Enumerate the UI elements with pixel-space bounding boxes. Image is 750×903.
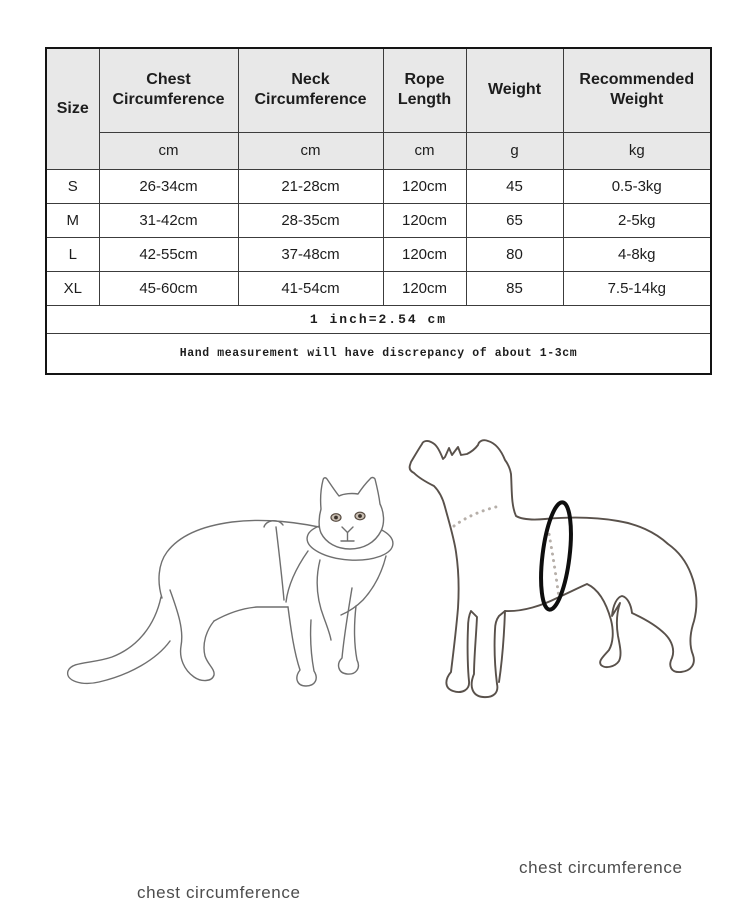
cat-illustration — [68, 478, 395, 687]
cell-recommended: 2-5kg — [563, 203, 711, 237]
cell-size: S — [46, 169, 99, 203]
cell-rope: 120cm — [383, 271, 466, 305]
unit-weight: g — [466, 132, 563, 169]
cell-neck: 37-48cm — [238, 237, 383, 271]
unit-rope: cm — [383, 132, 466, 169]
cell-neck: 41-54cm — [238, 271, 383, 305]
cell-rope: 120cm — [383, 237, 466, 271]
conversion-note-row — [46, 305, 711, 333]
cat-chest-label: chest circumference — [137, 883, 301, 902]
cell-size: M — [46, 203, 99, 237]
dog-chest-label: chest circumference — [519, 858, 683, 877]
cell-neck: 28-35cm — [238, 203, 383, 237]
cell-recommended: 7.5-14kg — [563, 271, 711, 305]
size-row-xl — [46, 271, 711, 305]
column-header-neck: Neck Circumference — [238, 48, 383, 132]
size-chart-table — [45, 47, 712, 375]
column-header-chest: Chest Circumference — [99, 48, 238, 132]
cell-weight: 85 — [466, 271, 563, 305]
dog-illustration — [410, 440, 697, 697]
cell-chest: 26-34cm — [99, 169, 238, 203]
disclaimer-note: Hand measurement will have discrepancy of about 1-3cm — [46, 333, 711, 374]
cell-chest: 31-42cm — [99, 203, 238, 237]
cell-neck: 21-28cm — [238, 169, 383, 203]
cell-size: L — [46, 237, 99, 271]
cell-recommended: 4-8kg — [563, 237, 711, 271]
disclaimer-note-row — [46, 333, 711, 374]
column-header-recommended: Recommended Weight — [563, 48, 711, 132]
cell-weight: 65 — [466, 203, 563, 237]
cell-weight: 80 — [466, 237, 563, 271]
table-units-row — [46, 132, 711, 169]
conversion-note: 1 inch=2.54 cm — [46, 305, 711, 333]
cell-weight: 45 — [466, 169, 563, 203]
unit-chest: cm — [99, 132, 238, 169]
column-header-size: Size — [46, 48, 99, 169]
size-row-l — [46, 237, 711, 271]
cell-rope: 120cm — [383, 169, 466, 203]
measurement-diagram — [0, 380, 750, 902]
table-header-row — [46, 48, 711, 132]
size-row-m — [46, 203, 711, 237]
cell-rope: 120cm — [383, 203, 466, 237]
cell-chest: 42-55cm — [99, 237, 238, 271]
unit-recommended: kg — [563, 132, 711, 169]
cell-chest: 45-60cm — [99, 271, 238, 305]
cell-size: XL — [46, 271, 99, 305]
column-header-rope: Rope Length — [383, 48, 466, 132]
unit-neck: cm — [238, 132, 383, 169]
cell-recommended: 0.5-3kg — [563, 169, 711, 203]
pets-illustration-canvas — [0, 380, 750, 750]
column-header-weight: Weight — [466, 48, 563, 132]
size-row-s — [46, 169, 711, 203]
